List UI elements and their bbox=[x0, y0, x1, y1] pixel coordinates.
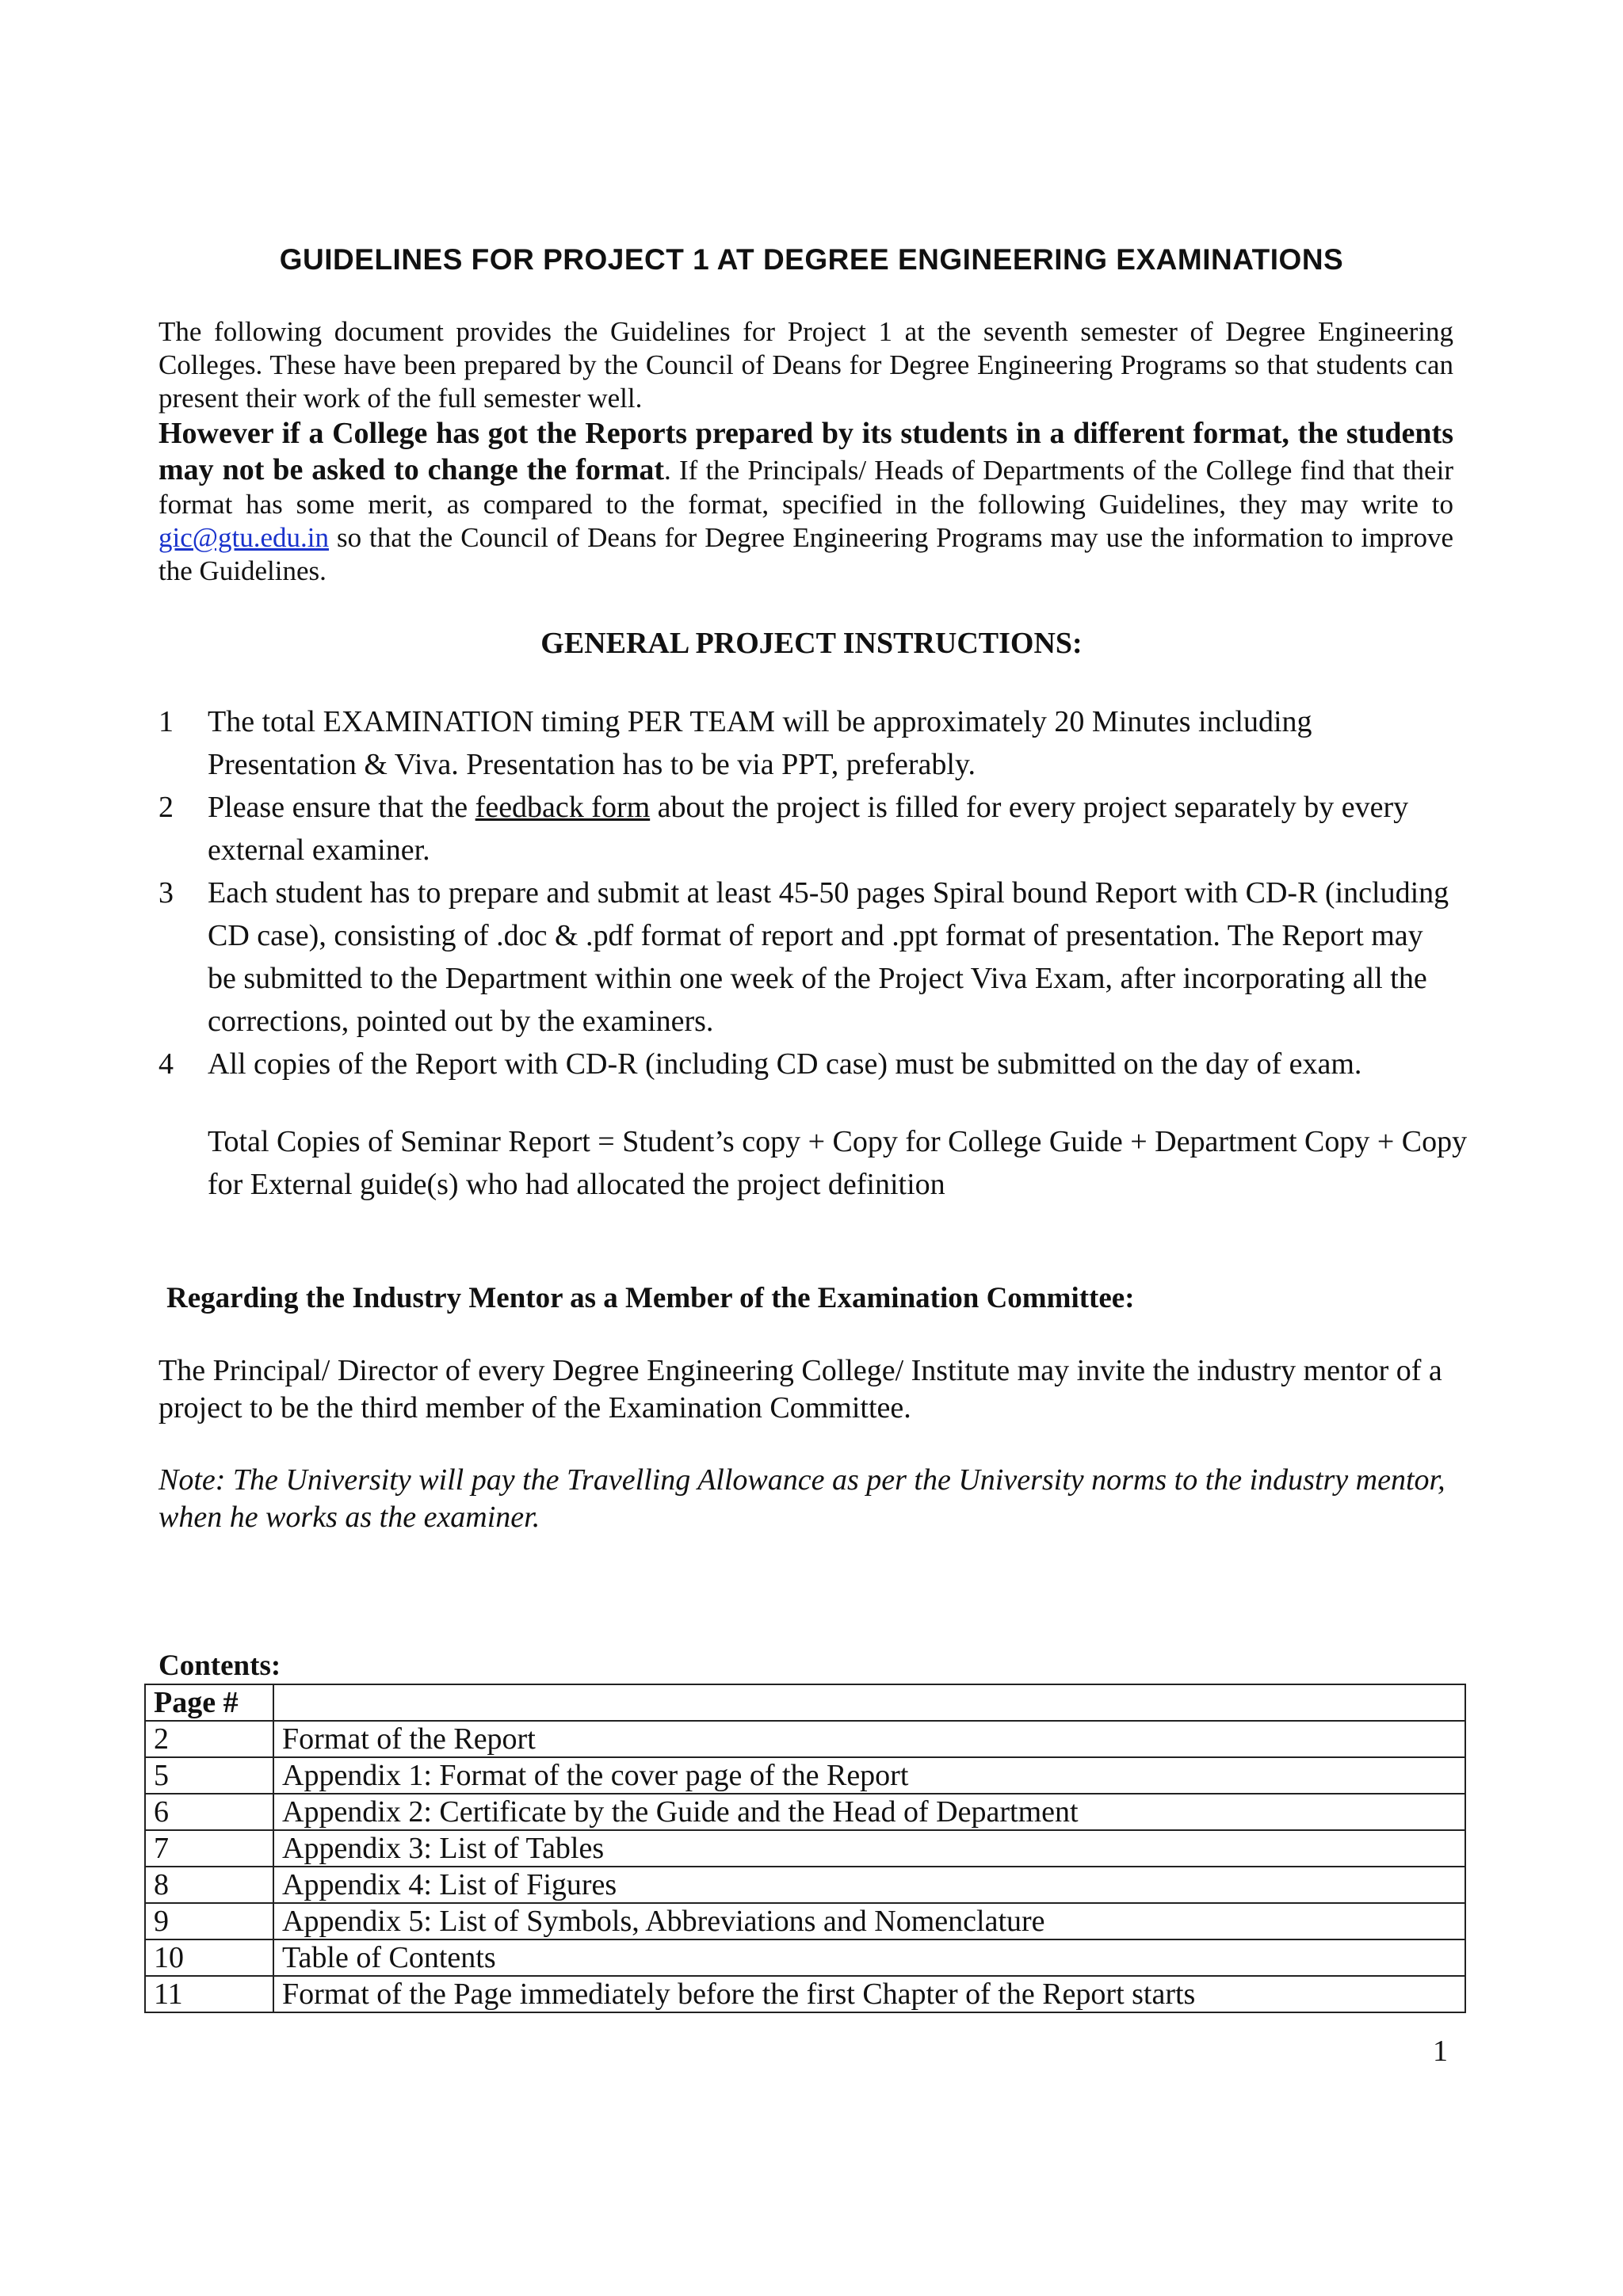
section-title-cell: Format of the Report bbox=[273, 1721, 1465, 1757]
intro-paragraph-2a: . If the Principals/ Heads of Departments of the College find that their format has some merit, as compared to the format, specified in the following Guidelines, they may write to bbox=[158, 455, 1453, 520]
instructions-list bbox=[158, 700, 1458, 1085]
mentor-text: The Principal/ Director of every Degree Engineering College/ Institute may invite the industry mentor of a project to be the third member of the Examination Committee. bbox=[158, 1354, 1442, 1425]
table-row bbox=[145, 1757, 1465, 1794]
table-row bbox=[145, 1939, 1465, 1976]
instruction-text: Each student has to prepare and submit at least 45-50 pages Spiral bound Report with CD-R (including CD case), consisting of .doc & .pdf format of report and .ppt format of presentation. The Report may be submitted to the Department within one week of the Project Viva Exam, after incorporating all the corrections, pointed out by the examiners. bbox=[208, 876, 1449, 1038]
instruction-text-pre: Please ensure that the bbox=[208, 791, 468, 824]
table-row bbox=[145, 1721, 1465, 1757]
document-title: GUIDELINES FOR PROJECT 1 AT DEGREE ENGINEERING EXAMINATIONS bbox=[279, 243, 1344, 276]
instruction-number: 3 bbox=[158, 876, 174, 910]
mentor-note: Note: The University will pay the Travelling Allowance as per the University norms to the industry mentor, when he works as the examiner. bbox=[158, 1463, 1445, 1534]
section-title-cell: Appendix 3: List of Tables bbox=[273, 1830, 1465, 1867]
table-header-row bbox=[145, 1684, 1465, 1721]
instruction-item bbox=[158, 1043, 1458, 1085]
contents-table bbox=[144, 1684, 1466, 2013]
title-column-header bbox=[273, 1684, 1465, 1721]
intro-section bbox=[158, 315, 1453, 588]
instruction-text-post: about the project is filled for every project separately by every external examiner. bbox=[208, 791, 1409, 867]
section-title-cell: Appendix 4: List of Figures bbox=[273, 1867, 1465, 1903]
intro-bold-statement: However if a College has got the Reports prepared by its students in a different format, the students may not be asked to change the format bbox=[158, 417, 1453, 486]
table-row bbox=[145, 1903, 1465, 1939]
total-copies-text: Total Copies of Seminar Report = Student’s copy + Copy for College Guide + Department Copy + Copy for External guide(s) who had allocated the project definition bbox=[208, 1125, 1468, 1201]
page-number-cell: 10 bbox=[145, 1939, 273, 1976]
section-title-cell: Appendix 2: Certificate by the Guide and the Head of Department bbox=[273, 1794, 1465, 1830]
page-number-cell: 11 bbox=[145, 1976, 273, 2012]
table-row bbox=[145, 1794, 1465, 1830]
page-number-cell: 8 bbox=[145, 1867, 273, 1903]
page-number-cell: 2 bbox=[145, 1721, 273, 1757]
instruction-text: All copies of the Report with CD-R (including CD case) must be submitted on the day of exam. bbox=[208, 1047, 1362, 1081]
section-title-cell: Table of Contents bbox=[273, 1939, 1465, 1976]
instruction-item bbox=[158, 871, 1458, 1043]
page-number-cell: 9 bbox=[145, 1903, 273, 1939]
page-number: 1 bbox=[1433, 2035, 1448, 2068]
intro-paragraph: The following document provides the Guidelines for Project 1 at the seventh semester of Degree Engineering Colleges. These have been prepared by the Council of Deans for Degree Engineering Programs so that students can present their work of the full semester well. bbox=[158, 316, 1453, 414]
table-row bbox=[145, 1867, 1465, 1903]
instruction-number: 2 bbox=[158, 791, 174, 824]
section-title-cell: Appendix 5: List of Symbols, Abbreviations and Nomenclature bbox=[273, 1903, 1465, 1939]
feedback-form-link[interactable]: feedback form bbox=[475, 791, 651, 824]
instruction-number: 1 bbox=[158, 705, 174, 738]
page-number-cell: 5 bbox=[145, 1757, 273, 1794]
section-title-cell: Appendix 1: Format of the cover page of the Report bbox=[273, 1757, 1465, 1794]
email-link[interactable]: gic@gtu.edu.in bbox=[158, 522, 329, 553]
instruction-text: The total EXAMINATION timing PER TEAM will be approximately 20 Minutes including Presentation & Viva. Presentation has to be via PPT, preferably. bbox=[208, 705, 1312, 781]
instruction-item bbox=[158, 786, 1458, 871]
intro-paragraph-2b: so that the Council of Deans for Degree Engineering Programs may use the information to improve the Guidelines. bbox=[158, 522, 1453, 586]
general-instructions-heading: GENERAL PROJECT INSTRUCTIONS: bbox=[540, 627, 1083, 660]
instruction-number: 4 bbox=[158, 1047, 174, 1081]
table-row bbox=[145, 1976, 1465, 2012]
contents-label: Contents: bbox=[158, 1650, 281, 1682]
instruction-item bbox=[158, 700, 1458, 786]
page-number-cell: 7 bbox=[145, 1830, 273, 1867]
section-title-cell: Format of the Page immediately before the first Chapter of the Report starts bbox=[273, 1976, 1465, 2012]
table-row bbox=[145, 1830, 1465, 1867]
page-column-header: Page # bbox=[145, 1684, 273, 1721]
mentor-heading: Regarding the Industry Mentor as a Member of the Examination Committee: bbox=[166, 1282, 1135, 1314]
page-number-cell: 6 bbox=[145, 1794, 273, 1830]
